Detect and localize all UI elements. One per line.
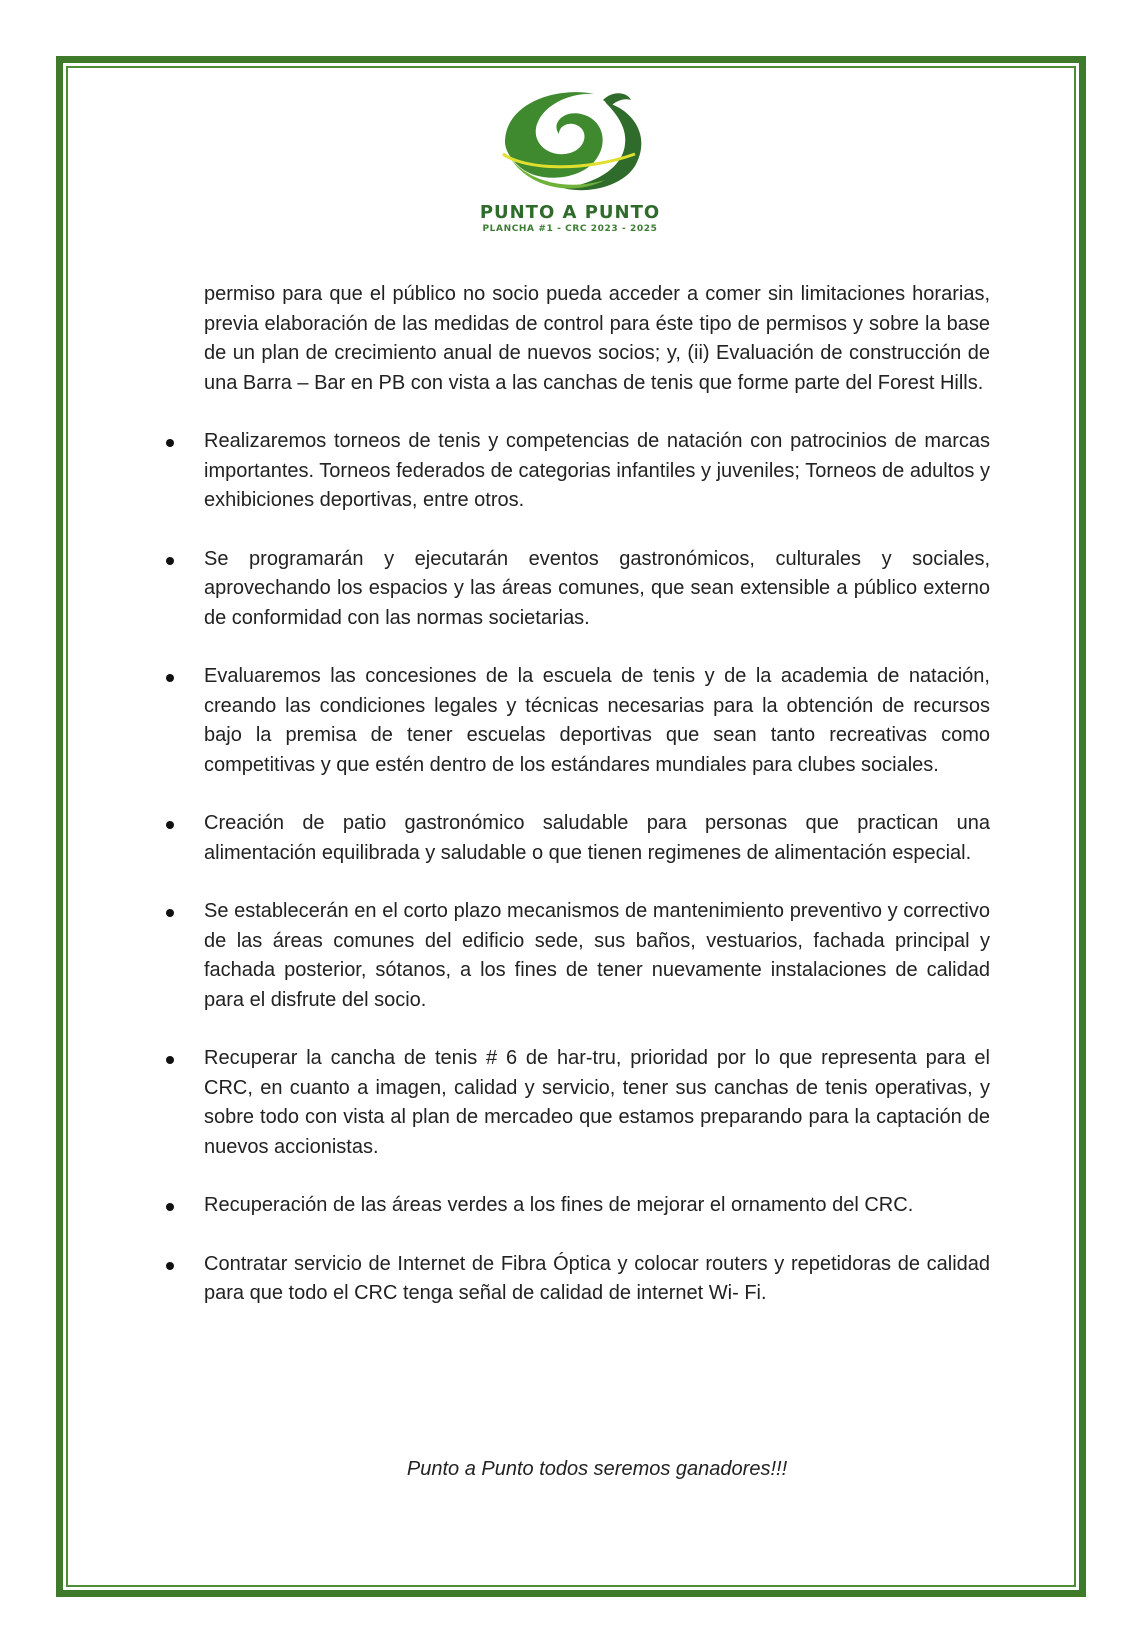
bullet-icon [166, 1056, 174, 1064]
list-item: Recuperación de las áreas verdes a los fines de mejorar el ornamento del CRC. [204, 1191, 990, 1221]
closing-slogan: Punto a Punto todos seremos ganadores!!! [406, 1458, 788, 1480]
logo-title: PUNTO A PUNTO [479, 202, 661, 223]
logo-subtitle: PLANCHA #1 - CRC 2023 - 2025 [482, 224, 658, 234]
list-item: Recuperar la cancha de tenis # 6 de har-tru, prioridad por lo que representa para el CRC, en cuanto a imagen, calidad y servicio, tener sus canchas de tenis operativas, y sobre todo con vista al plan de mercadeo que estamos preparando para la captación de nuevos accionistas. [204, 1044, 990, 1162]
bullet-icon [166, 1262, 174, 1270]
bullet-icon [166, 821, 174, 829]
document-body [204, 280, 990, 1338]
proposal-list [204, 427, 990, 1309]
bullet-icon [166, 1203, 174, 1211]
logo [440, 84, 700, 254]
list-item: Creación de patio gastronómico saludable para personas que practican una alimentación equilibrada y saludable o que tienen regimenes de alimentación especial. [204, 809, 990, 868]
intro-paragraph: permiso para que el público no socio pueda acceder a comer sin limitaciones horarias, previa elaboración de las medidas de control para éste tipo de permisos y sobre la base de un plan de crecimiento anual de nuevos socios; y, (ii) Evaluación de construcción de una Barra – Bar en PB con vista a las canchas de tenis que forme parte del Forest Hills. [204, 283, 990, 394]
list-item: Evaluaremos las concesiones de la escuela de tenis y de la academia de natación, creando las condiciones legales y técnicas necesarias para la obtención de recursos bajo la premisa de tener escuelas deportivas que sean tanto recreativas como competitivas y que estén dentro de los estándares mundiales para clubes sociales. [204, 662, 990, 780]
list-item: Se establecerán en el corto plazo mecanismos de mantenimiento preventivo y correctivo de las áreas comunes del edificio sede, sus baños, vestuarios, fachada principal y fachada posterior, sótanos, a los fines de tener nuevamente instalaciones de calidad para el disfrute del socio. [204, 897, 990, 1015]
bullet-icon [166, 557, 174, 565]
bullet-icon [166, 674, 174, 682]
logo-emblem-icon [485, 84, 655, 196]
list-item: Realizaremos torneos de tenis y competencias de natación con patrocinios de marcas importantes. Torneos federados de categorias infantiles y juveniles; Torneos de adultos y exhibiciones deportivas, entre otros. [204, 427, 990, 516]
list-item: Se programarán y ejecutarán eventos gastronómicos, culturales y sociales, aprovechando los espacios y las áreas comunes, que sean extensible a público externo de conformidad con las normas societarias. [204, 545, 990, 634]
bullet-icon [166, 909, 174, 917]
bullet-icon [166, 439, 174, 447]
list-item: Contratar servicio de Internet de Fibra Óptica y colocar routers y repetidoras de calidad para que todo el CRC tenga señal de calidad de internet Wi- Fi. [204, 1250, 990, 1309]
